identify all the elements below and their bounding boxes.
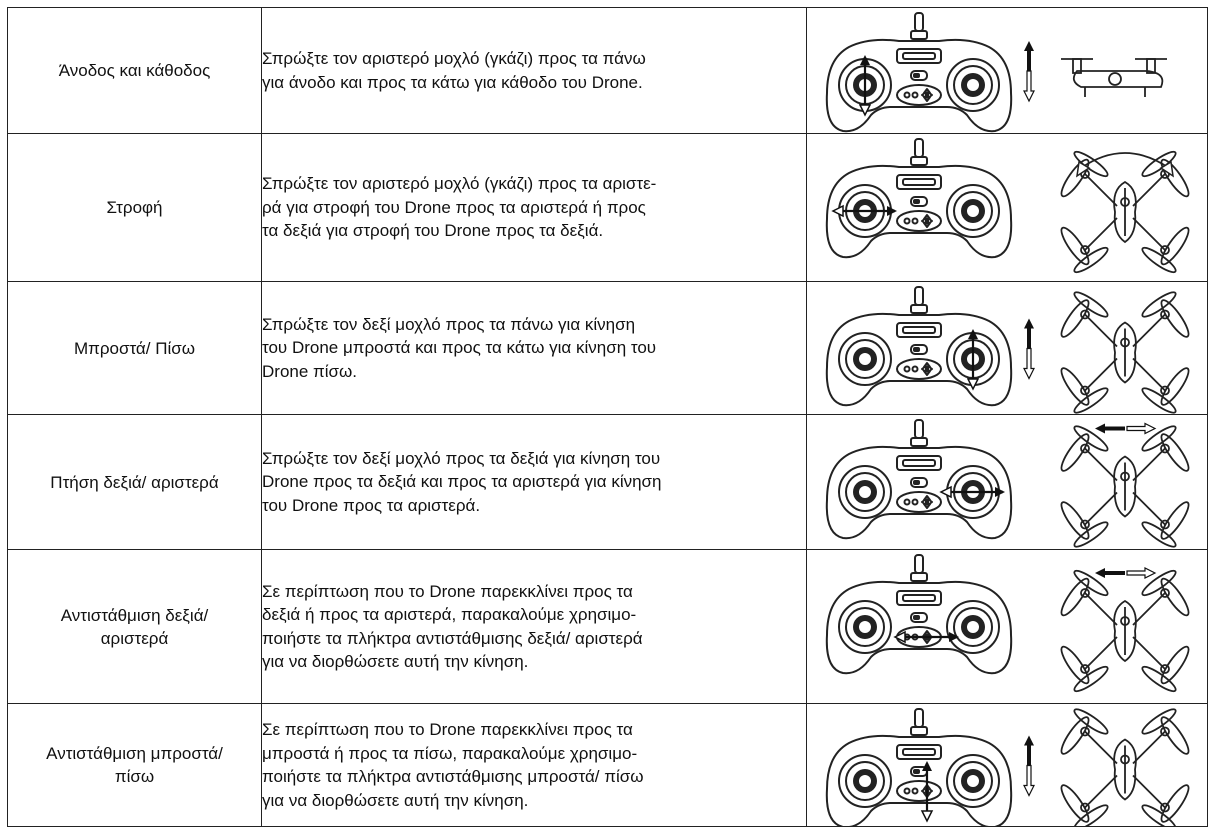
direction-arrow-icon xyxy=(1024,735,1034,795)
drone-icon xyxy=(1061,59,1167,97)
description-line: δεξιά ή προς τα αριστερά, παρακαλούμε χρησιμο- xyxy=(262,605,637,624)
illustration-graphic xyxy=(807,416,1205,549)
illustration-graphic xyxy=(807,283,1205,414)
description-line: Σπρώξτε τον αριστερό μοχλό (γκάζι) προς τα πάνω xyxy=(262,49,646,68)
maneuver-name-line: Άνοδος και κάθοδος xyxy=(58,61,211,80)
maneuver-illustration xyxy=(807,415,1208,550)
maneuver-name xyxy=(8,550,262,704)
illustration-graphic xyxy=(807,9,1205,133)
description-line: για άνοδο και προς τα κάτω για κάθοδο του Drone. xyxy=(262,72,643,92)
drone-icon xyxy=(1057,422,1192,548)
drone-icon xyxy=(1057,148,1192,275)
direction-arrow-icon xyxy=(1024,318,1034,378)
description-line: μπροστά ή προς τα πίσω, παρακαλούμε χρησιμο- xyxy=(262,743,638,763)
drone-icon xyxy=(1057,705,1192,825)
description-line: του Drone προς τα αριστερά. xyxy=(262,495,481,515)
control-row xyxy=(8,8,1208,134)
controller-icon xyxy=(827,13,1011,131)
maneuver-illustration xyxy=(807,282,1208,415)
maneuver-name-line: Αντιστάθμιση μπροστά/ xyxy=(46,744,223,763)
description-line: Σε περίπτωση που το Drone παρεκκλίνει προς τα xyxy=(262,581,633,601)
maneuver-illustration xyxy=(807,8,1208,134)
drone-icon xyxy=(1057,567,1192,694)
direction-arrow-icon xyxy=(1024,41,1034,101)
maneuver-description xyxy=(262,550,807,704)
illustration-graphic xyxy=(807,551,1205,703)
maneuver-name-line: Αντιστάθμιση δεξιά/ xyxy=(60,605,209,625)
controller-icon xyxy=(827,709,1011,826)
control-row xyxy=(8,415,1208,550)
description-line: για να διορθώσετε αυτή την κίνηση. xyxy=(262,790,529,810)
controller-icon xyxy=(827,139,1011,257)
maneuver-description xyxy=(262,704,807,827)
description-line: ποιήστε τα πλήκτρα αντιστάθμισης δεξιά/ αριστερά xyxy=(262,628,643,648)
maneuver-name-line: Μπροστά/ Πίσω xyxy=(73,338,196,358)
maneuver-illustration xyxy=(807,134,1208,282)
control-row xyxy=(8,550,1208,704)
description-line: Σπρώξτε τον δεξί μοχλό προς τα δεξιά για κίνηση του xyxy=(262,448,661,468)
maneuver-description xyxy=(262,134,807,282)
description-line: του Drone μπροστά και προς τα κάτω για κίνηση του xyxy=(262,338,657,358)
controller-icon xyxy=(827,555,1011,673)
description-line: ρά για στροφή του Drone προς τα αριστερά ή προς xyxy=(262,197,646,217)
drone-icon xyxy=(1057,288,1192,413)
controller-icon xyxy=(827,287,1011,405)
maneuver-name-line: Στροφή xyxy=(106,198,163,217)
controls-table xyxy=(7,7,1208,827)
description-line: Drone προς τα δεξιά και προς τα αριστερά για κίνηση xyxy=(262,472,662,492)
maneuver-description xyxy=(262,282,807,415)
illustration-graphic xyxy=(807,705,1205,826)
maneuver-name xyxy=(8,8,262,134)
description-line: Σπρώξτε τον αριστερό μοχλό (γκάζι) προς τα αριστε- xyxy=(262,174,657,194)
description-line: Σπρώξτε τον δεξί μοχλό προς τα πάνω για κίνηση xyxy=(262,314,636,334)
maneuver-description xyxy=(262,415,807,550)
description-line: για να διορθώσετε αυτή την κίνηση. xyxy=(262,652,529,671)
maneuver-name-line: πίσω xyxy=(114,767,155,786)
description-line: ποιήστε τα πλήκτρα αντιστάθμισης μπροστά/ πίσω xyxy=(262,767,644,786)
control-row xyxy=(8,704,1208,827)
control-row xyxy=(8,282,1208,415)
description-line: Drone πίσω. xyxy=(262,361,358,381)
controller-icon xyxy=(827,420,1011,538)
illustration-graphic xyxy=(807,135,1205,281)
maneuver-name-line: Πτήση δεξιά/ αριστερά xyxy=(50,472,219,492)
control-row xyxy=(8,134,1208,282)
maneuver-name-line: αριστερά xyxy=(100,628,169,648)
maneuver-illustration xyxy=(807,550,1208,704)
maneuver-name xyxy=(8,415,262,550)
maneuver-description xyxy=(262,8,807,134)
maneuver-name xyxy=(8,134,262,282)
description-line: Σε περίπτωση που το Drone παρεκκλίνει προς τα xyxy=(262,720,633,739)
description-line: τα δεξιά για στροφή του Drone προς τα δεξιά. xyxy=(262,221,604,241)
maneuver-illustration xyxy=(807,704,1208,827)
maneuver-name xyxy=(8,704,262,827)
maneuver-name xyxy=(8,282,262,415)
